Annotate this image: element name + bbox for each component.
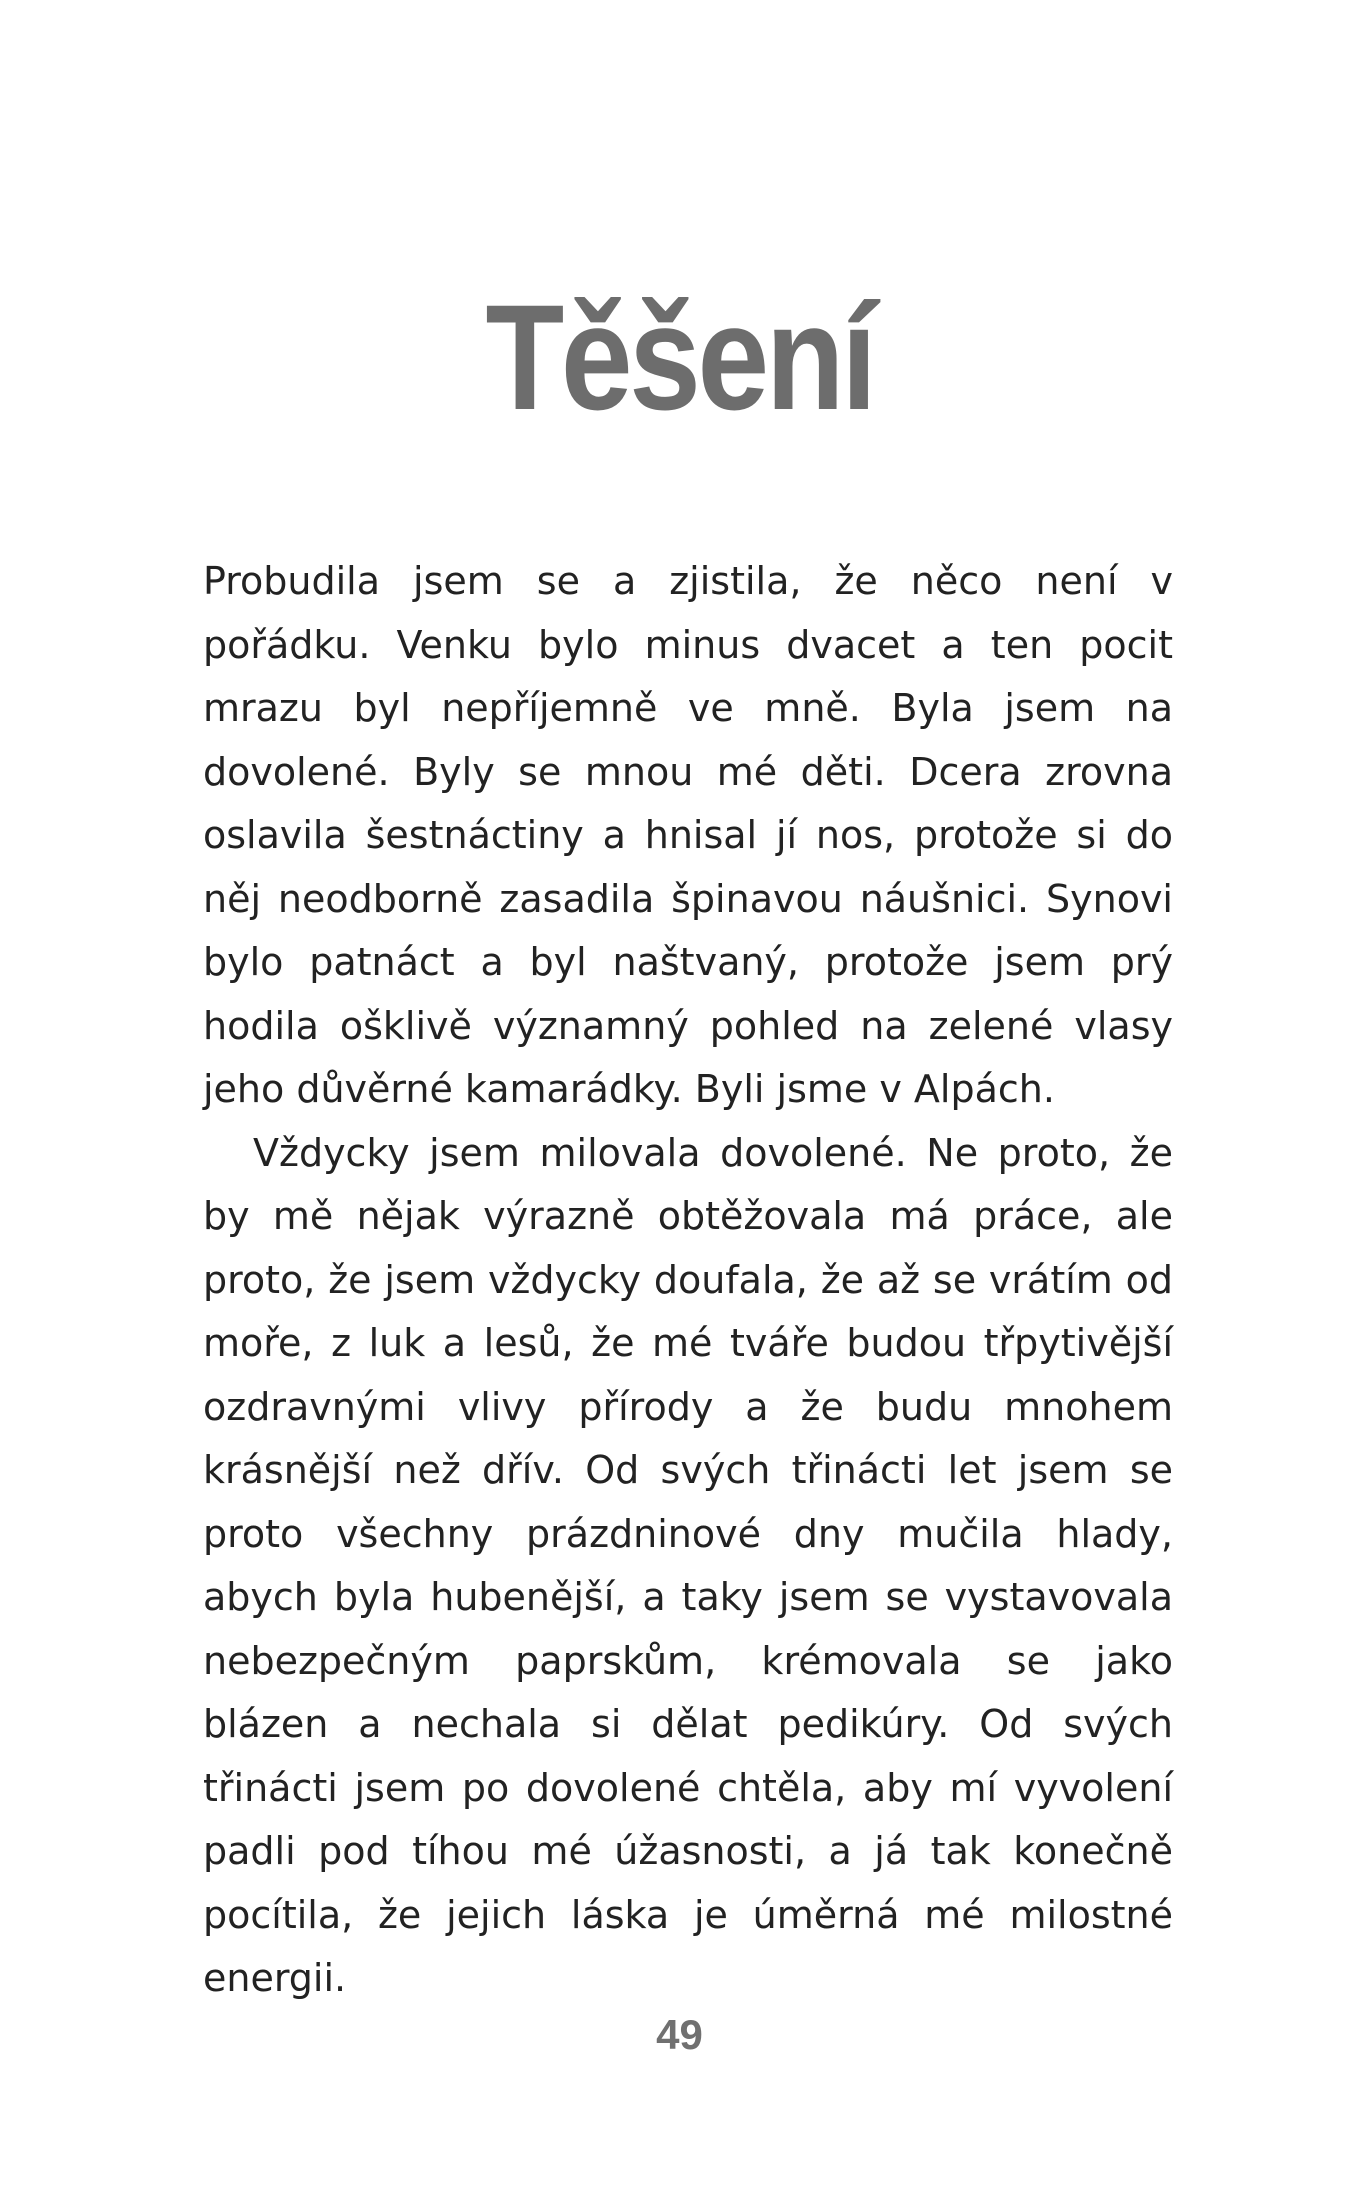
- page-number: 49: [656, 2011, 703, 2058]
- paragraph-2: Vždycky jsem milovala dovolené. Ne proto, že by mě nějak výrazně obtěžovala má práce, ale proto, že jsem vždycky doufala, že až se vrátím od moře, z luk a lesů, že mé tváře budou třpytivější ozdravnými vlivy přírody a že budu mnohem krásnější než dřív. Od svých třinácti let jsem se proto všechny prázdninové dny mučila hlady, abych byla hubenější, a taky jsem se vystavovala nebezpečným paprskům, krémovala se jako blázen a nechala si dělat pedikúry. Od svých třinácti jsem po dovolené chtěla, aby mí vyvolení padli pod tíhou mé úžasnosti, a já tak konečně pocítila, že jejich láska je úměrná mé milostné energii.: [203, 1130, 1173, 2000]
- chapter-title: Těšení: [485, 273, 874, 441]
- paragraph-1: Probudila jsem se a zjistila, že něco není v pořádku. Venku bylo minus dvacet a ten pocit mrazu byl nepříjemně ve mně. Byla jsem na dovolené. Byly se mnou mé děti. Dcera zrovna oslavila šestnáctiny a hnisal jí nos, protože si do něj neodborně zasadila špinavou náušnici. Synovi bylo patnáct a byl naštvaný, protože jsem prý hodila ošklivě významný pohled na zelené vlasy jeho důvěrné kamarádky. Byli jsme v Alpách.: [203, 559, 1173, 1111]
- chapter-body: [203, 550, 1173, 2011]
